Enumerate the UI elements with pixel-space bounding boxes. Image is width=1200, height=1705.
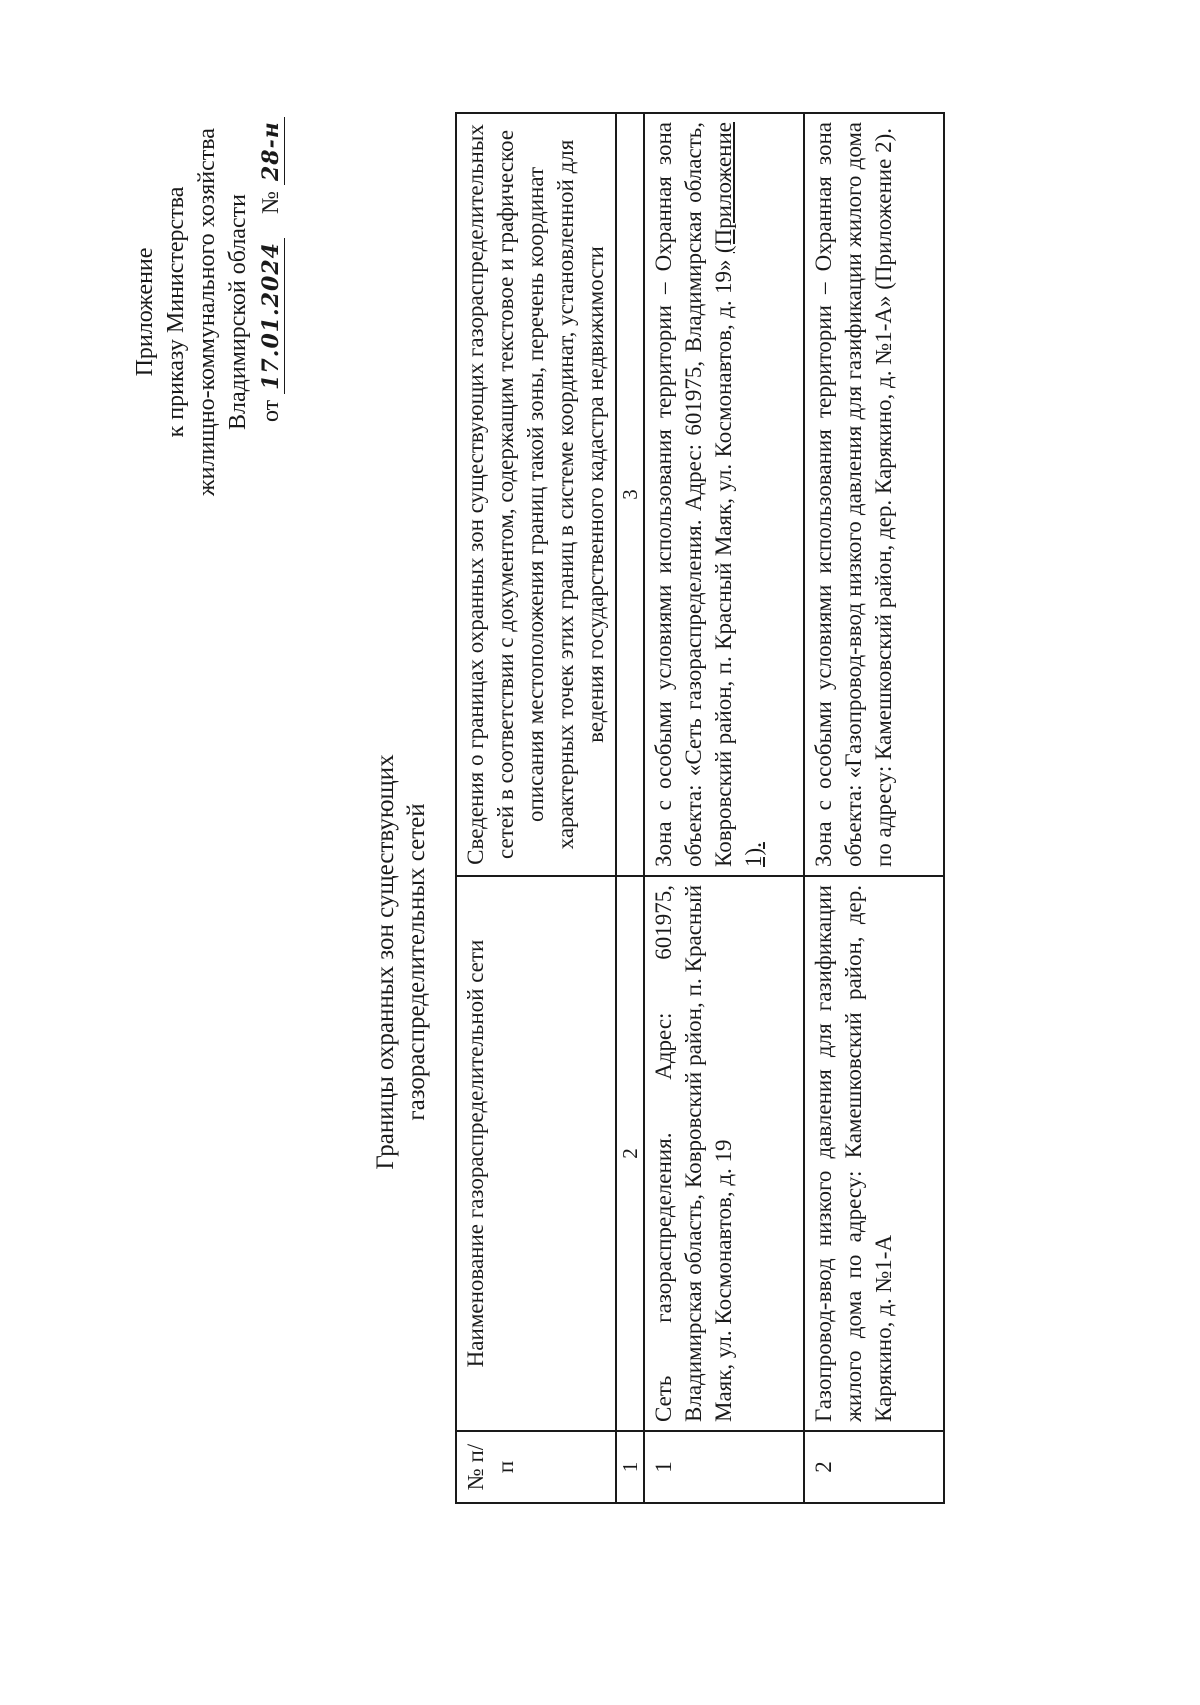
index-cell: 3 — [616, 113, 644, 876]
network-name-cell: Сеть газораспределения. Адрес: 601975, Владимирская область, Ковровский район, п. Красный Маяк, ул. Космонавтов, д. 19 — [644, 876, 804, 1431]
table-row — [804, 113, 944, 1503]
handwritten-number: 28-н — [258, 117, 285, 185]
network-name-cell: Газопровод-ввод низкого давления для газификации жилого дома по адресу: Камешковский район, дер. Карякино, д. №1-А — [804, 876, 944, 1431]
document-title — [370, 652, 432, 1272]
zone-info-text: Зона с особыми условиями использования территории – Охранная зона объекта: «Газопровод-ввод низкого давления для газификации жилого дома по адресу: Камешковский район, дер. Карякино, д. №1-А» — [811, 122, 896, 867]
appendix-reference: (Приложение 2). — [871, 128, 896, 290]
header-network-name: Наименование газораспределительной сети — [456, 876, 616, 1431]
number-prefix: № — [258, 191, 284, 215]
header-number: № п/п — [456, 1431, 616, 1503]
order-date-line — [258, 117, 285, 422]
zone-info-cell — [644, 113, 804, 876]
table-index-row — [616, 113, 644, 1503]
title-line-2: газораспределительных сетей — [403, 803, 430, 1121]
protection-zones-table — [455, 114, 945, 1504]
appendix-line: Приложение — [132, 247, 158, 377]
zone-info-cell — [804, 113, 944, 876]
rotated-document-page — [70, 52, 1130, 1652]
zone-info-text: Зона с особыми условиями использования территории – Охранная зона объекта: «Сеть газораспределения. Адрес: 601975, Владимирская область, Ковровский район, п. Красный Маяк, ул. Космонавтов, д. 19» — [651, 122, 736, 867]
appendix-reference: (Приложение 1). — [711, 122, 766, 867]
row-number: 2 — [804, 1431, 944, 1503]
appendix-line: Владимирской области — [225, 194, 251, 430]
row-number: 1 — [644, 1431, 804, 1503]
index-cell: 2 — [616, 876, 644, 1431]
appendix-line: к приказу Министерства — [163, 186, 189, 438]
date-prefix: от — [258, 399, 284, 422]
handwritten-date: 17.01.2024 — [258, 238, 285, 394]
title-line-1: Границы охранных зон существующих — [372, 754, 399, 1170]
table-header-row — [456, 113, 616, 1503]
index-cell: 1 — [616, 1431, 644, 1503]
header-zone-info: Сведения о границах охранных зон существующих газораспределительных сетей в соответствии с документом, содержащим текстовое и графическое описания местоположения границ такой зоны, перечень координат характерных точек этих границ в системе координат, установленной для ведения государственного кадастра недвижимости — [456, 113, 616, 876]
appendix-header — [130, 82, 254, 542]
table-row — [644, 113, 804, 1503]
appendix-line: жилищно-коммунального хозяйства — [194, 128, 220, 496]
